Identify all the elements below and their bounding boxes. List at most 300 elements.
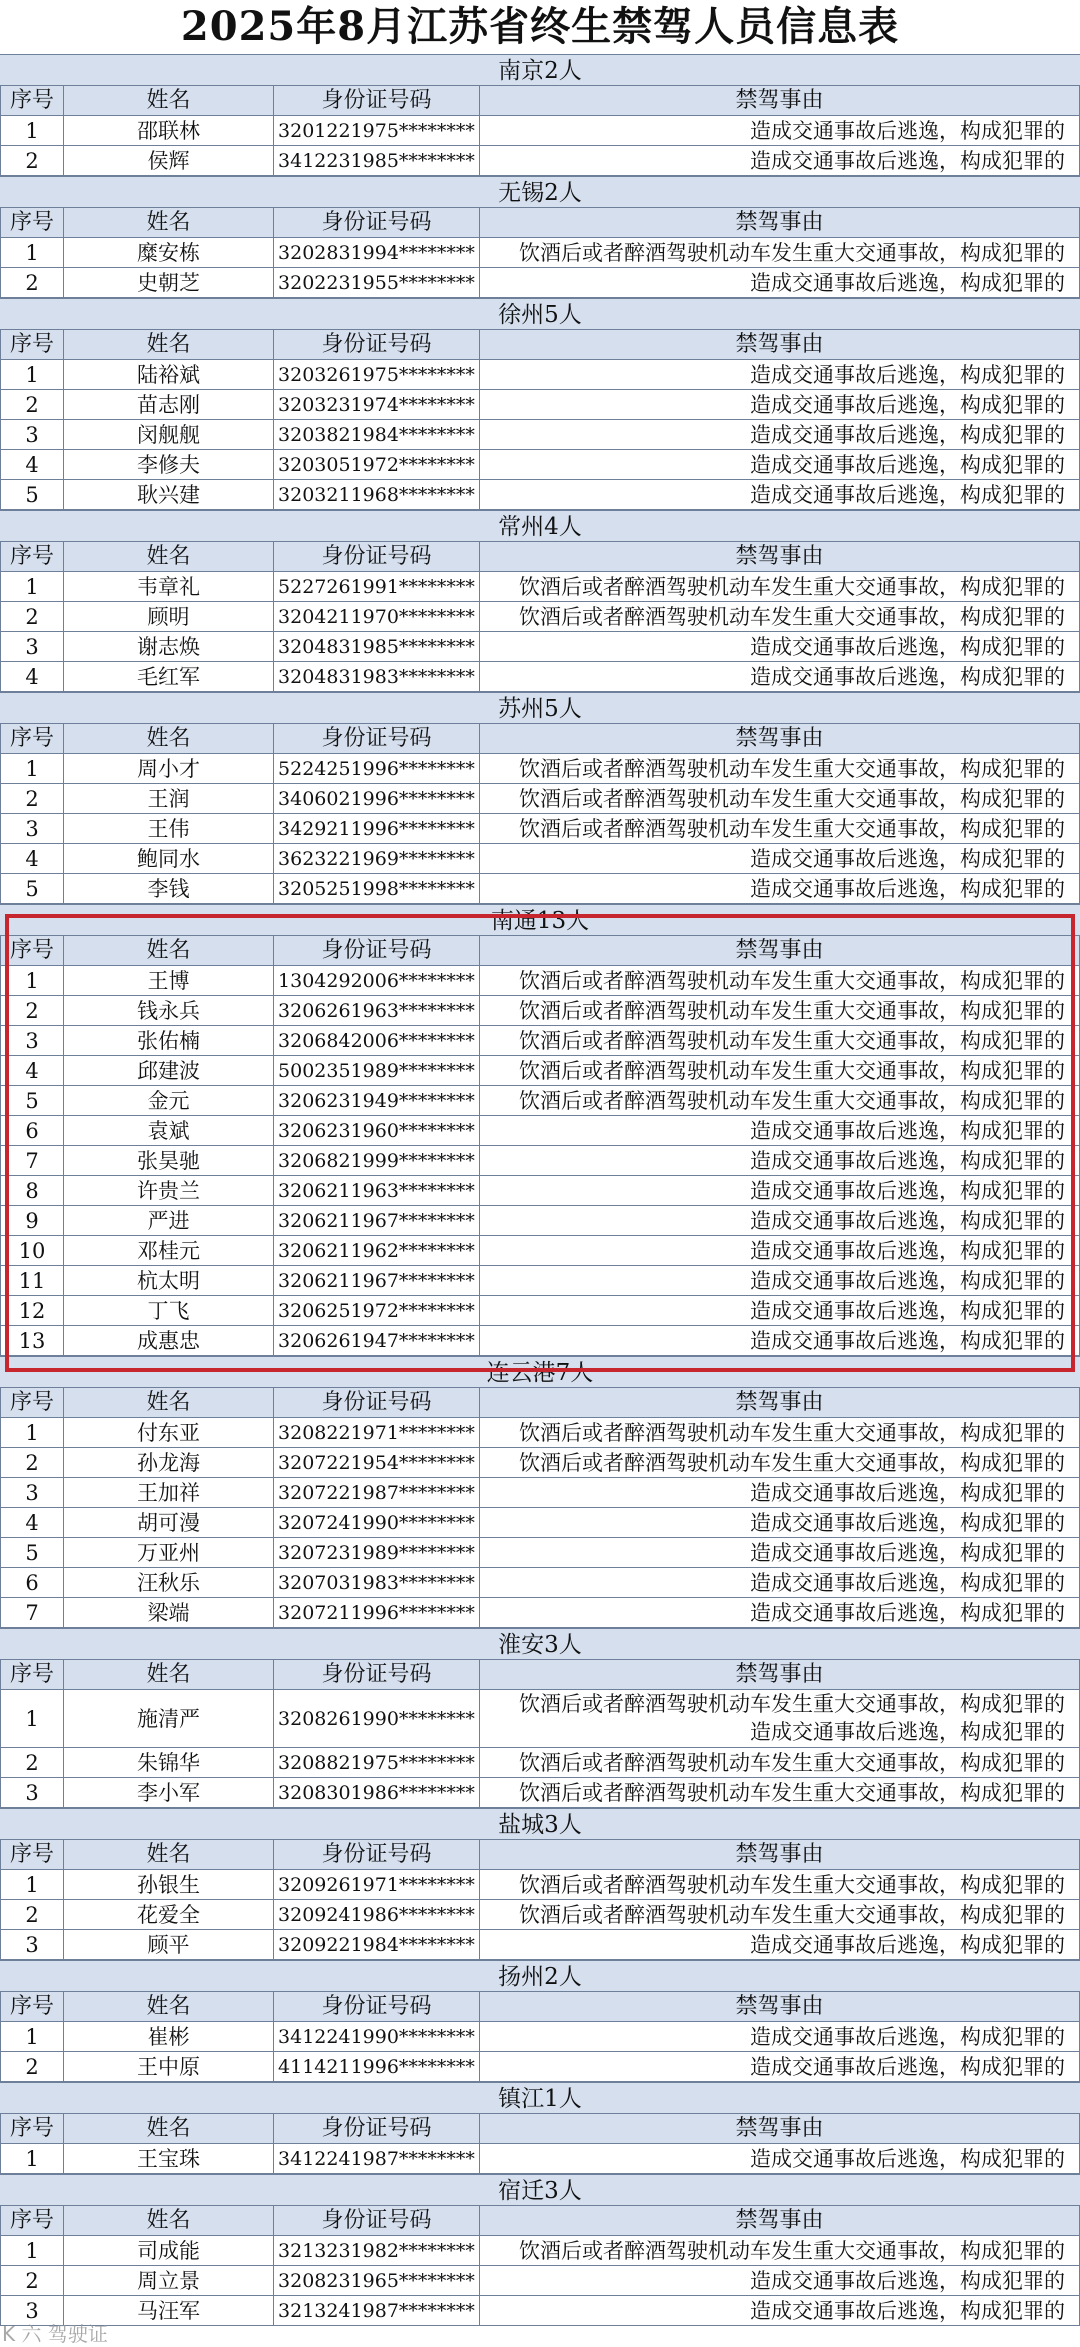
header-id: 身份证号码	[274, 542, 480, 571]
table-row	[0, 480, 1080, 510]
reason-line: 造成交通事故后逃逸，构成犯罪的	[750, 1149, 1065, 1173]
city-title: 常州4人	[0, 510, 1080, 542]
cell-reason	[480, 874, 1080, 903]
cell-reason	[480, 1900, 1080, 1929]
reason-line: 饮酒后或者醉酒驾驶机动车发生重大交通事故，构成犯罪的	[519, 817, 1065, 841]
city-section	[0, 692, 1080, 904]
reason-line: 饮酒后或者醉酒驾驶机动车发生重大交通事故，构成犯罪的	[519, 2239, 1065, 2263]
cell-name: 袁斌	[64, 1116, 274, 1145]
cell-name: 马汪军	[64, 2296, 274, 2325]
reason-line: 造成交通事故后逃逸，构成犯罪的	[750, 2025, 1065, 2049]
cell-name: 朱锦华	[64, 1748, 274, 1777]
cell-name: 周小才	[64, 754, 274, 783]
header-id: 身份证号码	[274, 2114, 480, 2143]
header-name: 姓名	[64, 724, 274, 753]
header-reason: 禁驾事由	[480, 542, 1080, 571]
table-row	[0, 1206, 1080, 1236]
cell-no: 5	[0, 874, 64, 903]
reason-line: 饮酒后或者醉酒驾驶机动车发生重大交通事故，构成犯罪的	[519, 1451, 1065, 1475]
cell-id: 3208221971********	[274, 1418, 480, 1447]
reason-line: 造成交通事故后逃逸，构成犯罪的	[750, 1933, 1065, 1957]
cell-id: 3202831994********	[274, 238, 480, 267]
header-reason: 禁驾事由	[480, 1660, 1080, 1689]
cell-name: 梁端	[64, 1598, 274, 1627]
cell-no: 1	[0, 1418, 64, 1447]
header-reason: 禁驾事由	[480, 1992, 1080, 2021]
cell-id: 5227261991********	[274, 572, 480, 601]
cell-id: 3412231985********	[274, 146, 480, 175]
table-header-row	[0, 330, 1080, 360]
header-name: 姓名	[64, 542, 274, 571]
cell-id: 3206231960********	[274, 1116, 480, 1145]
reason-line: 造成交通事故后逃逸，构成犯罪的	[750, 2055, 1065, 2079]
cell-id: 3206251972********	[274, 1296, 480, 1325]
cell-reason	[480, 1690, 1080, 1747]
reason-line: 造成交通事故后逃逸，构成犯罪的	[750, 119, 1065, 143]
cell-no: 2	[0, 996, 64, 1025]
table-row	[0, 1448, 1080, 1478]
reason-line: 造成交通事故后逃逸，构成犯罪的	[750, 1571, 1065, 1595]
table-row	[0, 2052, 1080, 2082]
header-no: 序号	[0, 208, 64, 237]
cell-no: 2	[0, 784, 64, 813]
cell-id: 3209221984********	[274, 1930, 480, 1959]
cell-name: 邓桂元	[64, 1236, 274, 1265]
cell-no: 1	[0, 2236, 64, 2265]
cell-reason	[480, 1146, 1080, 1175]
header-name: 姓名	[64, 1388, 274, 1417]
reason-line: 造成交通事故后逃逸，构成犯罪的	[750, 271, 1065, 295]
header-name: 姓名	[64, 1992, 274, 2021]
cell-id: 3207031983********	[274, 1568, 480, 1597]
cell-id: 3207221954********	[274, 1448, 480, 1477]
cell-reason	[480, 1326, 1080, 1355]
table-row	[0, 572, 1080, 602]
cell-name: 万亚州	[64, 1538, 274, 1567]
cell-id: 3207241990********	[274, 1508, 480, 1537]
cell-id: 3206231949********	[274, 1086, 480, 1115]
header-no: 序号	[0, 330, 64, 359]
cell-id: 3201221975********	[274, 116, 480, 145]
cell-no: 1	[0, 2144, 64, 2173]
cell-reason	[480, 1748, 1080, 1777]
cell-no: 3	[0, 1026, 64, 1055]
cell-no: 10	[0, 1236, 64, 1265]
reason-line: 造成交通事故后逃逸，构成犯罪的	[750, 1481, 1065, 1505]
city-section	[0, 1356, 1080, 1628]
cell-name: 毛红军	[64, 662, 274, 691]
table-row	[0, 1900, 1080, 1930]
table-row	[0, 1418, 1080, 1448]
header-no: 序号	[0, 2114, 64, 2143]
table-header-row	[0, 936, 1080, 966]
cell-name: 李修夫	[64, 450, 274, 479]
cell-id: 3206821999********	[274, 1146, 480, 1175]
header-reason: 禁驾事由	[480, 86, 1080, 115]
cell-no: 2	[0, 268, 64, 297]
reason-line: 造成交通事故后逃逸，构成犯罪的	[750, 1179, 1065, 1203]
cell-reason	[480, 1056, 1080, 1085]
cell-reason	[480, 360, 1080, 389]
table-row	[0, 1326, 1080, 1356]
cell-id: 3208231965********	[274, 2266, 480, 2295]
cell-id: 3209261971********	[274, 1870, 480, 1899]
reason-line: 造成交通事故后逃逸，构成犯罪的	[750, 1329, 1065, 1353]
cell-no: 2	[0, 2052, 64, 2081]
header-reason: 禁驾事由	[480, 330, 1080, 359]
cell-reason	[480, 784, 1080, 813]
table-row	[0, 754, 1080, 784]
table-header-row	[0, 1388, 1080, 1418]
table-row	[0, 1508, 1080, 1538]
header-id: 身份证号码	[274, 1660, 480, 1689]
table-row	[0, 1176, 1080, 1206]
cell-no: 3	[0, 632, 64, 661]
table-row	[0, 2236, 1080, 2266]
cell-name: 王宝珠	[64, 2144, 274, 2173]
table-row	[0, 662, 1080, 692]
cell-name: 鲍同水	[64, 844, 274, 873]
city-title: 无锡2人	[0, 176, 1080, 208]
cell-no: 1	[0, 116, 64, 145]
reason-line: 饮酒后或者醉酒驾驶机动车发生重大交通事故，构成犯罪的	[519, 1873, 1065, 1897]
reason-line: 造成交通事故后逃逸，构成犯罪的	[750, 2269, 1065, 2293]
cell-no: 1	[0, 1870, 64, 1899]
reason-line: 饮酒后或者醉酒驾驶机动车发生重大交通事故，构成犯罪的	[519, 241, 1065, 265]
cell-reason	[480, 2236, 1080, 2265]
cell-name: 糜安栋	[64, 238, 274, 267]
table-row	[0, 1086, 1080, 1116]
cell-reason	[480, 1478, 1080, 1507]
table-row	[0, 1236, 1080, 1266]
header-id: 身份证号码	[274, 936, 480, 965]
driver-ban-table	[0, 54, 1080, 2326]
cell-reason	[480, 2052, 1080, 2081]
cell-no: 3	[0, 420, 64, 449]
reason-line: 造成交通事故后逃逸，构成犯罪的	[750, 1209, 1065, 1233]
reason-line: 饮酒后或者醉酒驾驶机动车发生重大交通事故，构成犯罪的	[519, 1781, 1065, 1805]
city-section	[0, 1808, 1080, 1960]
city-title: 连云港7人	[0, 1356, 1080, 1388]
reason-line: 饮酒后或者醉酒驾驶机动车发生重大交通事故，构成犯罪的	[519, 1059, 1065, 1083]
table-row	[0, 420, 1080, 450]
cell-name: 张佑楠	[64, 1026, 274, 1055]
reason-line: 造成交通事故后逃逸，构成犯罪的	[750, 363, 1065, 387]
reason-line: 饮酒后或者醉酒驾驶机动车发生重大交通事故，构成犯罪的	[519, 605, 1065, 629]
cell-name: 付东亚	[64, 1418, 274, 1447]
cell-reason	[480, 1508, 1080, 1537]
table-row	[0, 1870, 1080, 1900]
cell-no: 5	[0, 1538, 64, 1567]
header-no: 序号	[0, 1992, 64, 2021]
table-row	[0, 966, 1080, 996]
cell-reason	[480, 754, 1080, 783]
cell-no: 4	[0, 662, 64, 691]
table-header-row	[0, 2114, 1080, 2144]
cell-reason	[480, 844, 1080, 873]
cell-no: 3	[0, 1478, 64, 1507]
cell-id: 3412241990********	[274, 2022, 480, 2051]
cell-name: 闵舰舰	[64, 420, 274, 449]
city-section	[0, 54, 1080, 176]
reason-line: 造成交通事故后逃逸，构成犯罪的	[750, 635, 1065, 659]
table-row	[0, 1056, 1080, 1086]
city-section	[0, 298, 1080, 510]
header-name: 姓名	[64, 208, 274, 237]
reason-line: 饮酒后或者醉酒驾驶机动车发生重大交通事故，构成犯罪的	[519, 757, 1065, 781]
cell-no: 9	[0, 1206, 64, 1235]
city-title: 苏州5人	[0, 692, 1080, 724]
cell-id: 3208821975********	[274, 1748, 480, 1777]
cell-name: 成惠忠	[64, 1326, 274, 1355]
cell-id: 5002351989********	[274, 1056, 480, 1085]
reason-line: 造成交通事故后逃逸，构成犯罪的	[750, 665, 1065, 689]
cell-name: 杭太明	[64, 1266, 274, 1295]
cell-reason	[480, 1086, 1080, 1115]
cell-reason	[480, 2266, 1080, 2295]
cell-no: 4	[0, 450, 64, 479]
table-header-row	[0, 1840, 1080, 1870]
reason-line: 造成交通事故后逃逸，构成犯罪的	[750, 453, 1065, 477]
reason-line: 饮酒后或者醉酒驾驶机动车发生重大交通事故，构成犯罪的	[519, 999, 1065, 1023]
header-no: 序号	[0, 724, 64, 753]
cell-no: 3	[0, 2296, 64, 2325]
cell-no: 1	[0, 754, 64, 783]
reason-line: 造成交通事故后逃逸，构成犯罪的	[750, 483, 1065, 507]
cell-name: 汪秋乐	[64, 1568, 274, 1597]
reason-line: 造成交通事故后逃逸，构成犯罪的	[750, 1269, 1065, 1293]
cell-id: 3206211967********	[274, 1266, 480, 1295]
header-reason: 禁驾事由	[480, 1388, 1080, 1417]
cell-name: 周立景	[64, 2266, 274, 2295]
cell-reason	[480, 2022, 1080, 2051]
cell-reason	[480, 146, 1080, 175]
table-row	[0, 450, 1080, 480]
cell-name: 李小军	[64, 1778, 274, 1807]
cell-reason	[480, 238, 1080, 267]
cell-name: 陆裕斌	[64, 360, 274, 389]
cell-no: 5	[0, 480, 64, 509]
reason-line: 造成交通事故后逃逸，构成犯罪的	[750, 2299, 1065, 2323]
table-row	[0, 390, 1080, 420]
cell-name: 金元	[64, 1086, 274, 1115]
cell-id: 3202231955********	[274, 268, 480, 297]
cell-no: 1	[0, 238, 64, 267]
cell-name: 王润	[64, 784, 274, 813]
table-row	[0, 2022, 1080, 2052]
cell-id: 3623221969********	[274, 844, 480, 873]
watermark: K 六 驾驶证	[2, 2322, 108, 2346]
cell-reason	[480, 1418, 1080, 1447]
table-row	[0, 146, 1080, 176]
city-section	[0, 1960, 1080, 2082]
header-reason: 禁驾事由	[480, 1840, 1080, 1869]
table-row	[0, 844, 1080, 874]
cell-no: 7	[0, 1598, 64, 1627]
header-reason: 禁驾事由	[480, 2114, 1080, 2143]
reason-line: 造成交通事故后逃逸，构成犯罪的	[750, 1119, 1065, 1143]
cell-id: 3203231974********	[274, 390, 480, 419]
cell-name: 钱永兵	[64, 996, 274, 1025]
table-row	[0, 1598, 1080, 1628]
city-title: 淮安3人	[0, 1628, 1080, 1660]
reason-line: 造成交通事故后逃逸，构成犯罪的	[750, 1299, 1065, 1323]
reason-line: 饮酒后或者醉酒驾驶机动车发生重大交通事故，构成犯罪的	[519, 1692, 1065, 1716]
cell-reason	[480, 1930, 1080, 1959]
cell-reason	[480, 1568, 1080, 1597]
reason-line: 饮酒后或者醉酒驾驶机动车发生重大交通事故，构成犯罪的	[519, 1903, 1065, 1927]
header-reason: 禁驾事由	[480, 936, 1080, 965]
header-id: 身份证号码	[274, 330, 480, 359]
cell-id: 3203051972********	[274, 450, 480, 479]
cell-reason	[480, 572, 1080, 601]
cell-no: 1	[0, 1690, 64, 1747]
table-row	[0, 1478, 1080, 1508]
header-no: 序号	[0, 2206, 64, 2235]
reason-line: 饮酒后或者醉酒驾驶机动车发生重大交通事故，构成犯罪的	[519, 1029, 1065, 1053]
cell-reason	[480, 1538, 1080, 1567]
cell-id: 3203261975********	[274, 360, 480, 389]
cell-no: 4	[0, 844, 64, 873]
table-header-row	[0, 542, 1080, 572]
cell-name: 王加祥	[64, 1478, 274, 1507]
cell-id: 3206211962********	[274, 1236, 480, 1265]
cell-id: 3203821984********	[274, 420, 480, 449]
cell-id: 3209241986********	[274, 1900, 480, 1929]
cell-name: 丁飞	[64, 1296, 274, 1325]
cell-name: 许贵兰	[64, 1176, 274, 1205]
city-section	[0, 176, 1080, 298]
cell-no: 1	[0, 966, 64, 995]
cell-id: 1304292006********	[274, 966, 480, 995]
reason-line: 造成交通事故后逃逸，构成犯罪的	[750, 149, 1065, 173]
cell-id: 3207211996********	[274, 1598, 480, 1627]
reason-line: 饮酒后或者醉酒驾驶机动车发生重大交通事故，构成犯罪的	[519, 969, 1065, 993]
cell-name: 顾平	[64, 1930, 274, 1959]
table-row	[0, 602, 1080, 632]
reason-line: 饮酒后或者醉酒驾驶机动车发生重大交通事故，构成犯罪的	[519, 575, 1065, 599]
header-reason: 禁驾事由	[480, 724, 1080, 753]
cell-name: 苗志刚	[64, 390, 274, 419]
cell-name: 顾明	[64, 602, 274, 631]
table-row	[0, 996, 1080, 1026]
cell-no: 3	[0, 1930, 64, 1959]
cell-name: 孙银生	[64, 1870, 274, 1899]
table-row	[0, 268, 1080, 298]
table-header-row	[0, 2206, 1080, 2236]
cell-id: 3206842006********	[274, 1026, 480, 1055]
cell-no: 2	[0, 1748, 64, 1777]
header-id: 身份证号码	[274, 208, 480, 237]
cell-id: 3206211963********	[274, 1176, 480, 1205]
table-row	[0, 1748, 1080, 1778]
cell-reason	[480, 450, 1080, 479]
cell-id: 3205251998********	[274, 874, 480, 903]
cell-name: 邱建波	[64, 1056, 274, 1085]
table-row	[0, 632, 1080, 662]
header-name: 姓名	[64, 936, 274, 965]
cell-reason	[480, 1206, 1080, 1235]
cell-reason	[480, 116, 1080, 145]
cell-id: 3203211968********	[274, 480, 480, 509]
cell-reason	[480, 1448, 1080, 1477]
cell-name: 王中原	[64, 2052, 274, 2081]
cell-id: 3213241987********	[274, 2296, 480, 2325]
reason-line: 饮酒后或者醉酒驾驶机动车发生重大交通事故，构成犯罪的	[519, 1089, 1065, 1113]
cell-reason	[480, 1778, 1080, 1807]
cell-name: 王博	[64, 966, 274, 995]
cell-name: 施清严	[64, 1690, 274, 1747]
cell-id: 5224251996********	[274, 754, 480, 783]
cell-id: 3213231982********	[274, 2236, 480, 2265]
header-reason: 禁驾事由	[480, 208, 1080, 237]
page-title: 2025年8月江苏省终生禁驾人员信息表	[180, 3, 900, 50]
cell-no: 7	[0, 1146, 64, 1175]
header-name: 姓名	[64, 1660, 274, 1689]
cell-id: 3412241987********	[274, 2144, 480, 2173]
header-no: 序号	[0, 86, 64, 115]
cell-no: 2	[0, 1448, 64, 1477]
cell-id: 3206261947********	[274, 1326, 480, 1355]
city-title: 扬州2人	[0, 1960, 1080, 1992]
cell-id: 3204831983********	[274, 662, 480, 691]
table-row	[0, 1296, 1080, 1326]
table-row	[0, 1568, 1080, 1598]
header-no: 序号	[0, 1660, 64, 1689]
city-section	[0, 904, 1080, 1356]
table-row	[0, 1116, 1080, 1146]
cell-reason	[480, 480, 1080, 509]
table-header-row	[0, 86, 1080, 116]
city-title: 徐州5人	[0, 298, 1080, 330]
cell-no: 1	[0, 2022, 64, 2051]
reason-line: 造成交通事故后逃逸，构成犯罪的	[750, 847, 1065, 871]
cell-id: 3429211996********	[274, 814, 480, 843]
header-id: 身份证号码	[274, 1992, 480, 2021]
cell-reason	[480, 1116, 1080, 1145]
reason-line: 造成交通事故后逃逸，构成犯罪的	[750, 1511, 1065, 1535]
table-row	[0, 2266, 1080, 2296]
cell-name: 张昊驰	[64, 1146, 274, 1175]
cell-reason	[480, 1870, 1080, 1899]
cell-name: 韦章礼	[64, 572, 274, 601]
city-title: 南通13人	[0, 904, 1080, 936]
cell-reason	[480, 1598, 1080, 1627]
city-section	[0, 1628, 1080, 1808]
header-no: 序号	[0, 936, 64, 965]
cell-reason	[480, 814, 1080, 843]
cell-no: 11	[0, 1266, 64, 1295]
city-title: 镇江1人	[0, 2082, 1080, 2114]
cell-name: 胡可漫	[64, 1508, 274, 1537]
cell-id: 3406021996********	[274, 784, 480, 813]
table-row	[0, 1690, 1080, 1748]
table-row	[0, 238, 1080, 268]
cell-no: 5	[0, 1086, 64, 1115]
table-row	[0, 116, 1080, 146]
cell-no: 2	[0, 2266, 64, 2295]
table-header-row	[0, 1660, 1080, 1690]
reason-line: 造成交通事故后逃逸，构成犯罪的	[750, 877, 1065, 901]
table-header-row	[0, 208, 1080, 238]
cell-name: 李钱	[64, 874, 274, 903]
city-section	[0, 2082, 1080, 2174]
cell-no: 2	[0, 390, 64, 419]
reason-line: 造成交通事故后逃逸，构成犯罪的	[750, 393, 1065, 417]
cell-reason	[480, 2144, 1080, 2173]
cell-name: 司成能	[64, 2236, 274, 2265]
cell-name: 王伟	[64, 814, 274, 843]
